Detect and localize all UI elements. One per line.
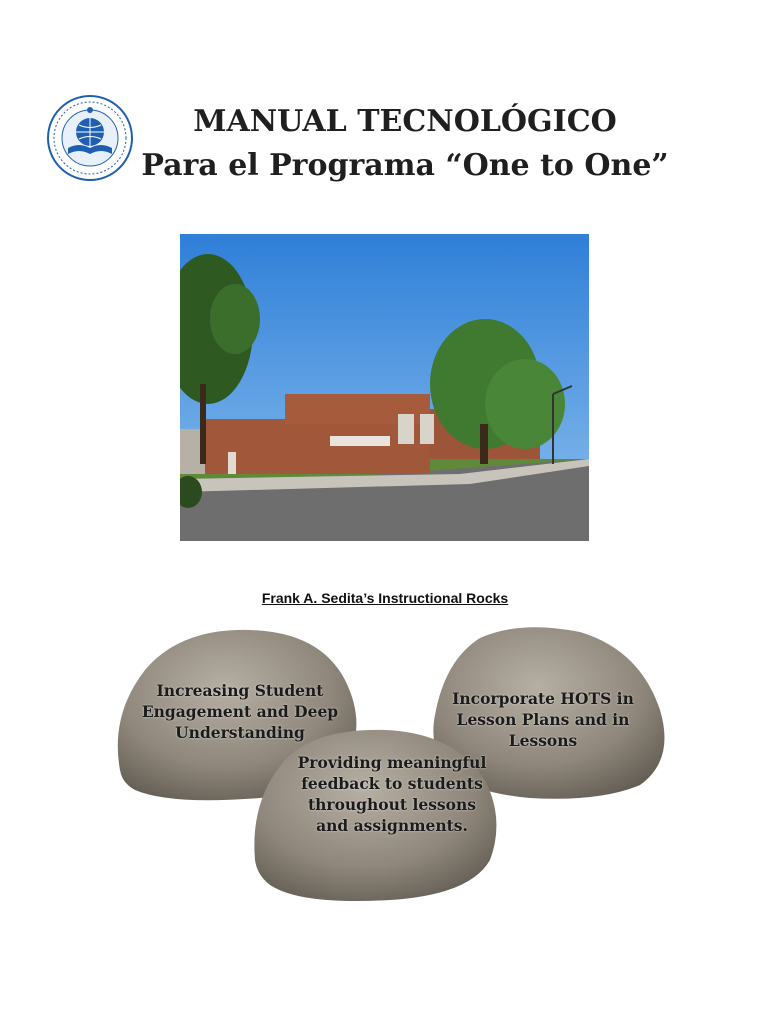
school-building-photo xyxy=(180,234,589,541)
rock-right-text: Incorporate HOTS in Lesson Plans and in Lessons xyxy=(452,689,634,750)
document-title: MANUAL TECNOLÓGICO xyxy=(193,104,617,139)
document-subtitle: Para el Programa “One to One” xyxy=(141,148,669,183)
rock-center-text: Providing meaningful feedback to students throughout lessons and assignments. xyxy=(297,753,487,835)
rock-left-text: Increasing Student Engagement and Deep Understanding xyxy=(141,681,339,742)
rocks-heading: Frank A. Sedita’s Instructional Rocks xyxy=(261,590,509,606)
